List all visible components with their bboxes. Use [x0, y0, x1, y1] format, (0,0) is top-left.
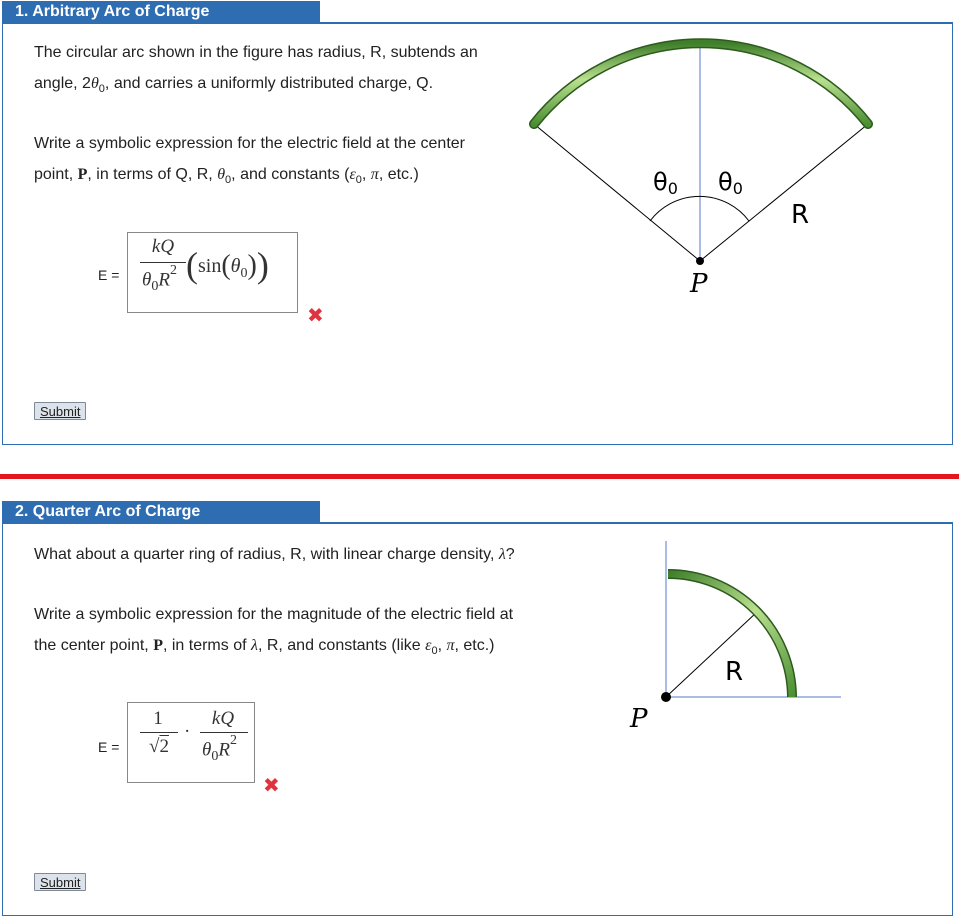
radius-label: R: [791, 200, 810, 230]
section2-line3: the center point, P, in terms of λ, R, and constants (like $\varepsilon_0$, π, etc.): [34, 637, 495, 658]
point-p-dot: [661, 692, 671, 702]
point-p-label: P: [690, 269, 708, 299]
section1-submit-button[interactable]: Submit: [34, 402, 86, 420]
theta-right-label: θ0: [718, 168, 743, 198]
section-divider: [0, 474, 959, 479]
answer1-denominator: $\theta_0R^2$: [142, 263, 177, 295]
answer2-fraction-bar2: [200, 732, 248, 733]
radius-label: R: [725, 657, 744, 687]
section1-answer-field[interactable]: [127, 232, 298, 313]
answer2-fraction-bar1: [140, 732, 178, 733]
section2-figure: [620, 538, 850, 738]
answer2-num2: kQ: [211, 708, 235, 729]
answer2-num1: 1: [153, 708, 163, 729]
section2-line2: Write a symbolic expression for the magnitude of the electric field at: [34, 606, 514, 623]
point-p-label: P: [630, 704, 648, 734]
radius-line: [666, 612, 757, 697]
answer2-dot: ·: [184, 721, 191, 742]
section2-line1: What about a quarter ring of radius, R, with linear charge density, λ?: [34, 546, 515, 563]
section2-tab: [2, 501, 320, 523]
theta-left-label: θ0: [653, 168, 678, 198]
section1-line2: angle, $2\theta_0$, and carries a uniformly distributed charge, Q.: [34, 75, 434, 96]
answer1-numerator: kQ: [151, 236, 175, 257]
section1-figure: [525, 30, 875, 300]
section2-answer-field[interactable]: [127, 702, 255, 783]
section1-tab: [2, 1, 320, 23]
section1-eq-label: E =: [98, 267, 120, 283]
section2-eq-label: E =: [98, 739, 120, 755]
charged-arc: [534, 43, 868, 124]
answer2-den2: $\theta_0R^2$: [202, 733, 237, 765]
section2-submit-button[interactable]: Submit: [34, 873, 86, 891]
point-p-dot: [696, 257, 704, 265]
section2-incorrect-icon: ✖: [263, 773, 280, 797]
section1-line1: The circular arc shown in the figure has radius, R, subtends an: [34, 44, 478, 61]
answer2-den1: √2: [149, 736, 169, 757]
section2-title: 2. Quarter Arc of Charge: [15, 503, 201, 520]
answer1-fraction-bar: [140, 262, 186, 263]
section1-line3: Write a symbolic expression for the electric field at the center: [34, 135, 465, 152]
section1-incorrect-icon: ✖: [307, 303, 324, 327]
section1-line4: point, P, in terms of Q, R, $\theta_0$, and constants ($\varepsilon_0$, π, etc.): [34, 166, 419, 187]
answer1-sin-expression: $(\sin(\theta_0))$: [186, 245, 269, 285]
section1-title: 1. Arbitrary Arc of Charge: [15, 3, 210, 20]
